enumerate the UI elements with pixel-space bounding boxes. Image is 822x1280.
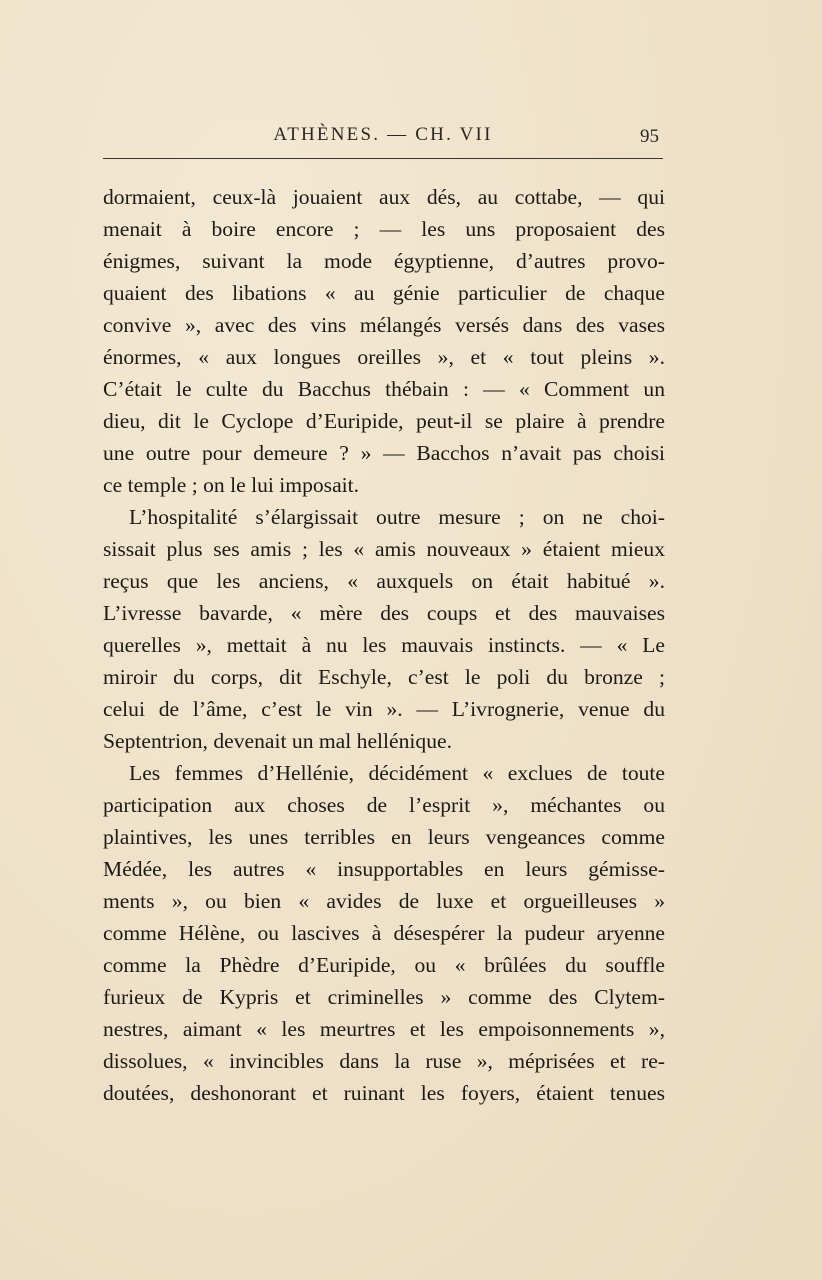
text-line: Septentrion, devenait un mal hellénique. <box>103 729 453 753</box>
text-line: quaient des libations « au génie particulier de chaque <box>103 281 665 305</box>
text-line: nestres, aimant « les meurtres et les empoisonnements », <box>103 1017 665 1041</box>
text-line: plaintives, les unes terribles en leurs vengeances comme <box>103 825 665 849</box>
text-line: doutées, deshonorant et ruinant les foyers, étaient tenues <box>103 1081 665 1105</box>
text-line: L’ivresse bavarde, « mère des coups et des mauvaises <box>103 601 665 625</box>
text-line: énigmes, suivant la mode égyptienne, d’autres provo- <box>103 249 665 273</box>
text-line: celui de l’âme, c’est le vin ». — L’ivrognerie, venue du <box>103 697 665 721</box>
text-line: Médée, les autres « insupportables en leurs gémisse- <box>103 857 665 881</box>
text-line: comme la Phèdre d’Euripide, ou « brûlées du souffle <box>103 953 665 977</box>
text-line: menait à boire encore ; — les uns proposaient des <box>103 217 665 241</box>
header-rule <box>103 158 663 159</box>
text-line: sissait plus ses amis ; les « amis nouveaux » étaient mieux <box>103 537 665 561</box>
text-line: reçus que les anciens, « auxquels on était habitué ». <box>103 569 665 593</box>
body-text <box>103 181 665 1109</box>
running-title: ATHÈNES. — CH. VII <box>273 124 493 145</box>
text-line: C’était le culte du Bacchus thébain : — « Comment un <box>103 377 665 401</box>
text-line: furieux de Kypris et criminelles » comme des Clytem- <box>103 985 665 1009</box>
text-line: énormes, « aux longues oreilles », et « tout pleins ». <box>103 345 665 369</box>
text-line: convive », avec des vins mélangés versés dans des vases <box>103 313 665 337</box>
text-line: dieu, dit le Cyclope d’Euripide, peut-il se plaire à prendre <box>103 409 665 433</box>
text-line: ments », ou bien « avides de luxe et orgueilleuses » <box>103 889 665 913</box>
text-line: dormaient, ceux-là jouaient aux dés, au cottabe, — qui <box>103 185 665 209</box>
text-line: Les femmes d’Hellénie, décidément « exclues de toute <box>129 761 665 785</box>
text-line: comme Hélène, ou lascives à désespérer la pudeur aryenne <box>103 921 665 945</box>
running-head <box>103 122 663 152</box>
text-line: querelles », mettait à nu les mauvais instincts. — « Le <box>103 633 665 657</box>
text-line: dissolues, « invincibles dans la ruse », méprisées et re- <box>103 1049 665 1073</box>
text-line: ce temple ; on le lui imposait. <box>103 473 360 497</box>
text-line: miroir du corps, dit Eschyle, c’est le poli du bronze ; <box>103 665 665 689</box>
text-line: une outre pour demeure ? » — Bacchos n’avait pas choisi <box>103 441 665 465</box>
text-line: L’hospitalité s’élargissait outre mesure ; on ne choi- <box>129 505 665 529</box>
page-number: 95 <box>640 126 659 147</box>
text-line: participation aux choses de l’esprit », méchantes ou <box>103 793 665 817</box>
